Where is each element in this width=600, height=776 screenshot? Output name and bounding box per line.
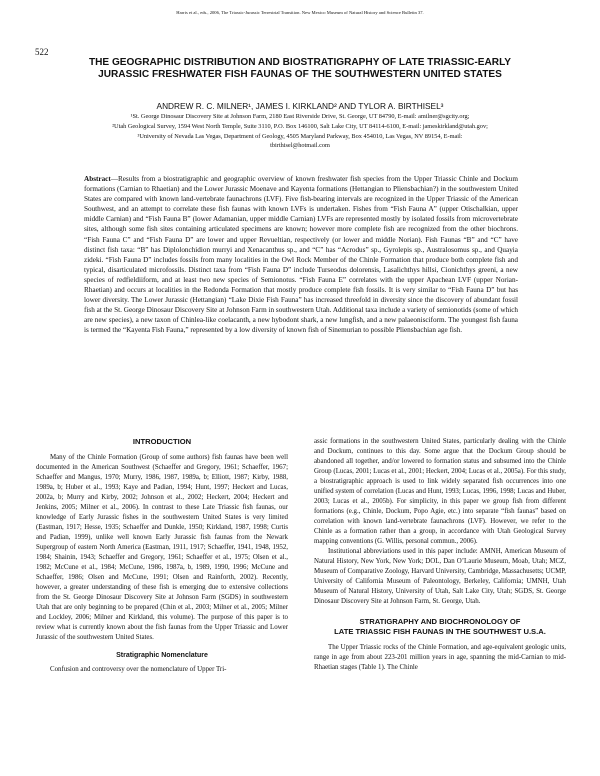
abstract-text: —Results from a biostratigraphic and geographic overview of known freshwater fish species from the Upper Triassic Chinle and Dockum formations (Carnian to Rhaetian) and the Lower Jurassic Moenave and Kayenta formations (Hettangian to Pliensbachian?) in the southwestern United States are compared with known land-vertebrate faunachrons (LVF). Five fish-bearing intervals are recognized in the Upper Triassic of the American Southwest, and an attempt to correlate these fish faunas with known LVFs is undertaken. Fishes from “Fish Fauna A” (upper Otischalkian, upper middle Carnian) and “Fish Fauna B” (lower Adamanian, upper middle Carnian) LVFs are represented mostly by isolated fossils from microvertebrate sites, although some fish sites containing articulated specimens are known; however more complete fish are recognized from the other biochrons. “Fish Fauna C” and “Fish Fauna D” are lower and upper Revueltian, respectively (or lower and middle Norian). Fish Faunas “B” and “C” have distinct fish taxa: “B” has Diplolonchidion murryi and Xenacanthus sp., and “C” has “Acrodus” sp., Gyrolepis sp., Australosomus sp., and Quayia zideki. “Fish Fauna D” includes fossils from many localities in the Owl Rock Member of the Chinle Formation that produce both complete fish and typical, disarticulated microfossils. Distinct taxa from “Fish Fauna D” include Turseodus dolorensis, Lasalichthys hillsi, Cionichthys greeni, a new species of redfieldiiform, and at least two new species of Semionotus. “Fish Fauna E” correlates with the upper Apachean LVF (upper Norian-Rhaetian) and occurs at localities in the Redonda Formation that mostly produce complete fish fossils. It is very similar to “Fish Fauna D” but has lower diversity. The Lower Jurassic (Hettangian) “Lake Dixie Fish Fauna” has increased threefold in diversity since the discovery of abundant fossil fish at the St. George Dinosaur Discovery Site at Johnson Farm in southwestern Utah. Additional taxa include a variety of semionotids (some of which are new species), a new taxon of Chinlea-like coelacanth, a new hybodont shark, a new lungfish, and a new palaeonisciform. The youngest fish fauna is termed the “Kayenta Fish Fauna,” represented by a low diversity of known fish of Sinemurian to possible Pliensbachian age fish. xyxy=(84,175,518,335)
biochronology-paragraph: The Upper Triassic rocks of the Chinle Formation, and age-equivalent geologic units, range in age from about 223-201 million years in age, spanning the mid-Carnian to mid-Rhaetian stages (Table 1). The Chinle xyxy=(314,644,566,671)
affiliation-3-email: tbirthisel@hotmail.com xyxy=(270,142,330,150)
stratigraphic-nomenclature-heading: Stratigraphic Nomenclature xyxy=(116,652,208,659)
title-line-1: THE GEOGRAPHIC DISTRIBUTION AND BIOSTRATIGRAPHY OF LATE TRIASSIC-EARLY xyxy=(88,57,512,68)
stratigraphic-nomenclature-paragraph: Confusion and controversy over the nomenclature of Upper Tri- xyxy=(50,666,227,673)
introduction-paragraph: Many of the Chinle Formation (Group of some authors) fish faunas have been well documented in the American Southwest (Schaeffer and Gregory, 1961; Schaeffer, 1967; Schaeffer and Mangus, 1970; Murry, 1986, 1987, 1989a, b; Elliott, 1987; Kirby, 1988, 1989a, b; Huber et al., 1993; Kaye and Padian, 1994; Hunt, 1997; Heckert and Lucas, 2002a, b; Murry and Kirby, 2002; Johnson et al., 2002; Heckert, 2004; Heckert and Jenkins, 2005; Milner et al., 2006). In contrast to these Late Triassic fish faunas, our knowledge of Early Jurassic fishes in the southwestern United States is very limited (Eastman, 1917; Hesse, 1935; Schaeffer and Dunkle, 1950; Kirkland, 1987, 1998; Curtis and Padian, 1999), unlike well known Early Jurassic fish faunas from the Newark Supergroup of eastern North America (Eastman, 1911, 1917; Schaeffer, 1941, 1948, 1952, 1984; Shainin, 1943; Schaeffer and Gregory, 1961; Schaeffer et al., 1975; Olsen et al., 1982; McCune et al., 1984; McCune, 1986, 1987a, b, 1989, 1990, 1996; McCune and Schaeffer, 1986; Olsen and McCune, 1991; Olsen and Rainforth, 2002). Recently, however, a greater understanding of these fish is emerging due to extensive collections from the St. George Dinosaur Discovery Site at Johnson Farm (SGDS) in southwestern Utah that are only beginning to be prepared (Chin et al., 2003; Milner et al., 2005; Milner and Lockley, 2006; Milner and Kirkland, this volume). The purpose of this paper is to review what is currently known about the fish faunas from the Upper Triassic and Lower Jurassic of the southwestern United States. xyxy=(36,454,288,641)
affiliation-1: ¹St. George Dinosaur Discovery Site at Johnson Farm, 2180 East Riverside Drive, St. George, UT 84790, E-mail: amilner@sgcity.org; xyxy=(130,113,470,120)
authors: ANDREW R. C. MILNER¹, JAMES I. KIRKLAND² AND TYLOR A. BIRTHISEL³ xyxy=(156,101,444,111)
affiliation-2: ²Utah Geological Survey, 1594 West North Temple, Suite 3110, P.O. Box 146100, Salt Lake City, UT 84114-6100, E-mail: jameskirkland@utah.gov; xyxy=(112,122,488,130)
right-column xyxy=(314,437,566,673)
running-header: Harris et al., eds., 2006, The Triassic-Jurassic Terrestrial Transition. New Mexico Museum of Natural History and Science Bulletin 37. xyxy=(176,10,424,15)
paper-title xyxy=(36,57,564,81)
title-line-2: JURASSIC FRESHWATER FISH FAUNAS OF THE SOUTHWESTERN UNITED STATES xyxy=(98,69,502,80)
introduction-heading: INTRODUCTION xyxy=(132,437,192,446)
abstract xyxy=(84,174,518,336)
page-number: 522 xyxy=(35,47,49,57)
left-column xyxy=(36,437,288,675)
abstract-label: Abstract xyxy=(84,175,111,183)
affiliations xyxy=(0,112,600,151)
nomenclature-continued-paragraph: assic formations in the southwestern United States, particularly dealing with the Chinle and Dockum, continues to this day. Some argue that the Dockum Group should be abandoned all together, and/or lowered to formation status and subsumed into the Chinle Group (Lucas, 2001; Lucas et al., 2001; Heckert, 2004; Lucas et al., 2005a). For this study, a biostratigraphic approach is used to link widely separated fish occurrences into one unified system of correlation (Lucas and Hunt, 1993; Lucas, 1996, 1998; Lucas and Huber, 2003; Lucas et al., 2005b). For simplicity, in this paper we group fish from different formations (e.g., Chinle, Dockum, Popo Agie, etc.) into separate “fish faunas” based on correlation with known land-vertebrate faunachrons (LVF). However, we refer to the Chinle as a formation rather than a group, in accordance with Utah Geological Survey mapping conventions (G. Willis, personal commun., 2006). xyxy=(314,438,566,545)
institutional-abbreviations-paragraph: Institutional abbreviations used in this paper include: AMNH, American Museum of Natural History, New York, New York; DOL, Dan O’Laurie Museum, Moab, Utah; MCZ, Museum of Comparative Zoology, Harvard University, Cambridge, Massachusetts; UCMP, University of California Museum of Paleontology, Berkeley, California; UMNH, Utah Museum of Natural History, University of Utah, Salt Lake City, Utah; SGDS, St. George Dinosaur Discovery Site at Johnson Farm, St. George, Utah. xyxy=(314,548,566,605)
biochronology-heading-line-2: LATE TRIASSIC FISH FAUNAS IN THE SOUTHWEST U.S.A. xyxy=(334,627,546,636)
affiliation-3: ³University of Nevada Las Vegas, Department of Geology, 4505 Maryland Parkway, Box 454010, Las Vegas, NV 89154, E-mail: xyxy=(137,132,463,140)
biochronology-heading-line-1: STRATIGRAPHY AND BIOCHRONOLOGY OF xyxy=(359,617,521,626)
